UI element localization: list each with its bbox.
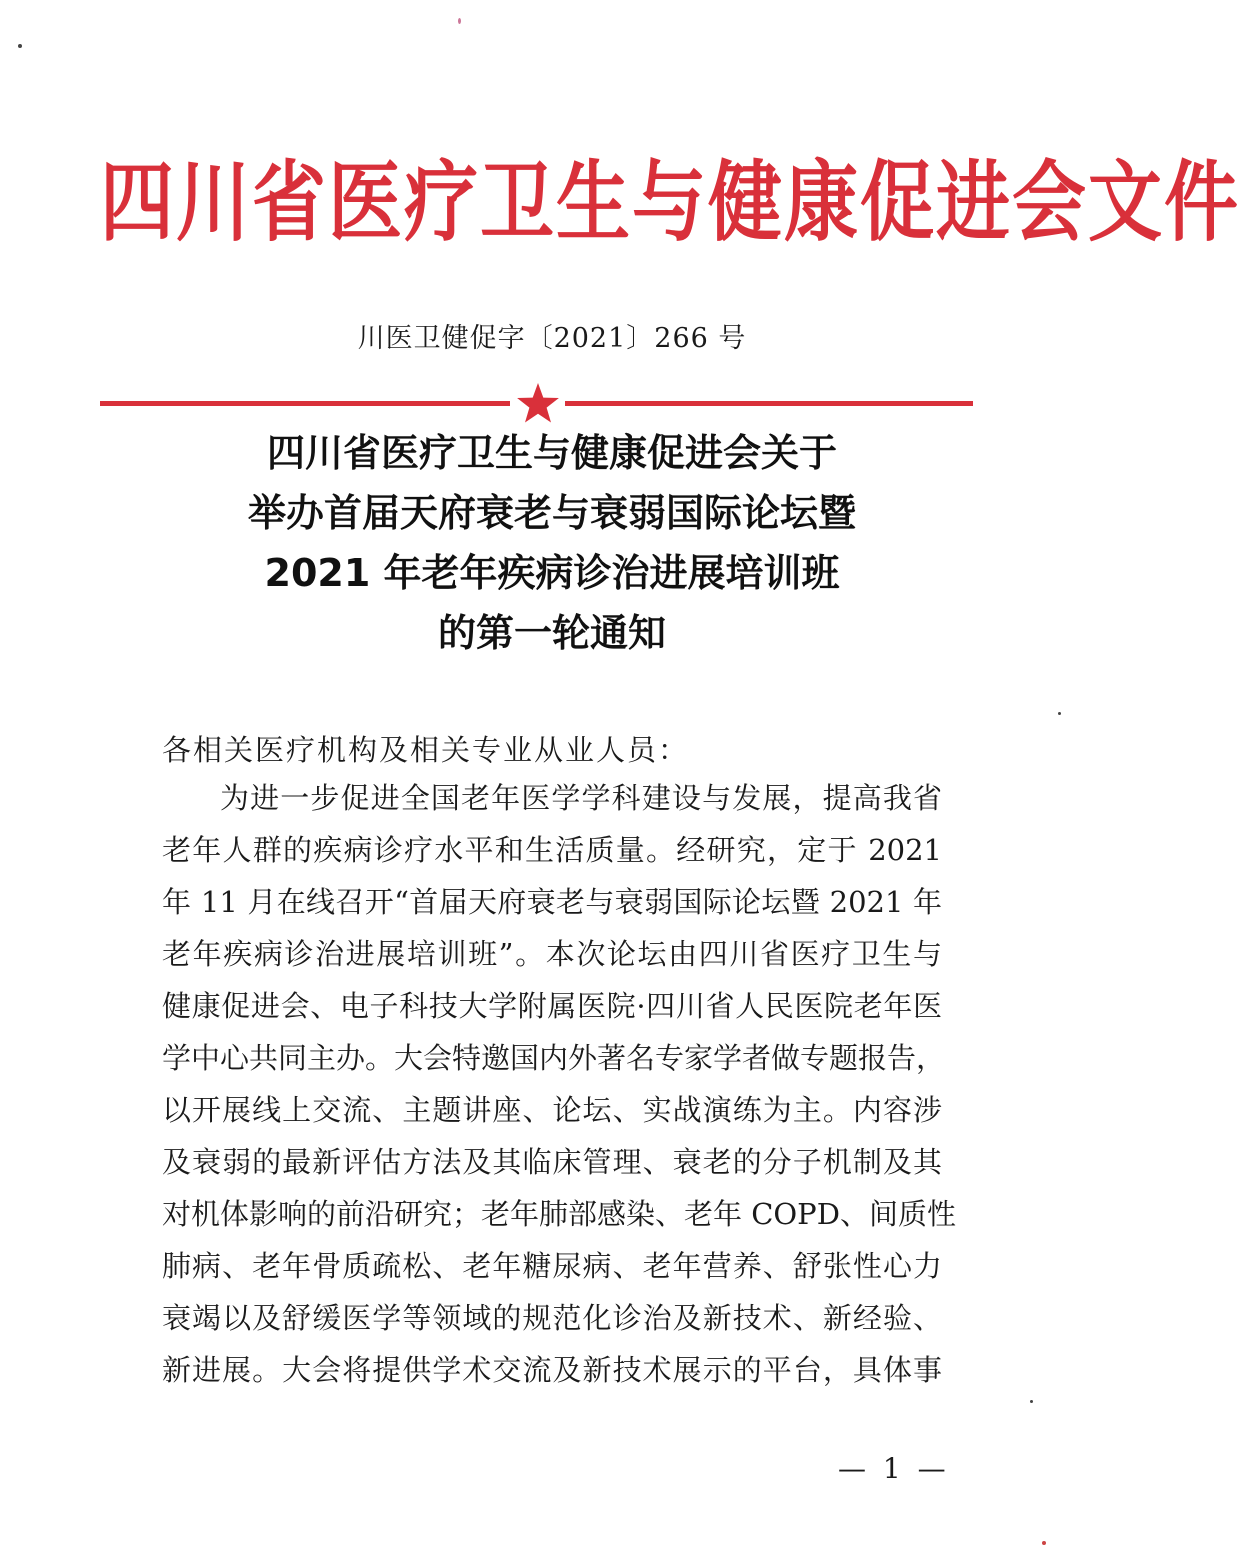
red-divider-left [100,401,510,406]
scan-speck [18,44,22,48]
body-line: 新进展。大会将提供学术交流及新技术展示的平台，具体事 [162,1353,942,1387]
body-line: 及衰弱的最新评估方法及其临床管理、衰老的分子机制及其 [162,1145,942,1179]
scan-speck [1042,1541,1046,1545]
notice-title-line-1: 四川省医疗卫生与健康促进会关于 [266,431,837,475]
scan-speck [1030,1400,1033,1403]
body-line: 老年人群的疾病诊疗水平和生活质量。经研究，定于 2021 [162,833,942,867]
body-line: 衰竭以及舒缓医学等领域的规范化诊治及新技术、新经验、 [162,1301,942,1335]
notice-title-line-2: 举办首届天府衰老与衰弱国际论坛暨 [247,491,856,535]
masthead-title: 四川省医疗卫生与健康促进会文件 [100,152,1240,254]
body-line: 肺病、老年骨质疏松、老年糖尿病、老年营养、舒张性心力 [162,1249,942,1283]
star-icon [516,381,560,425]
document-number: 川医卫健促字〔2021〕266 号 [357,323,747,354]
scan-speck [1058,712,1061,715]
body-line: 健康促进会、电子科技大学附属医院·四川省人民医院老年医 [162,989,942,1023]
body-line: 为进一步促进全国老年医学学科建设与发展，提高我省 [220,781,942,815]
salutation: 各相关医疗机构及相关专业从业人员： [162,733,690,767]
body-line: 以开展线上交流、主题讲座、论坛、实战演练为主。内容涉 [162,1093,942,1127]
notice-title-line-3: 2021 年老年疾病诊治进展培训班 [264,551,840,595]
body-line: 年 11 月在线召开“首届天府衰老与衰弱国际论坛暨 2021 年 [162,885,942,919]
notice-title-line-4: 的第一轮通知 [437,611,666,655]
red-divider-right [565,401,973,406]
body-line: 老年疾病诊治进展培训班”。本次论坛由四川省医疗卫生与 [162,937,942,971]
page-number: — 1 — [838,1452,950,1485]
body-line: 学中心共同主办。大会特邀国内外著名专家学者做专题报告， [162,1041,946,1075]
scan-speck [458,18,461,24]
body-line: 对机体影响的前沿研究；老年肺部感染、老年 COPD、间质性 [162,1197,956,1231]
